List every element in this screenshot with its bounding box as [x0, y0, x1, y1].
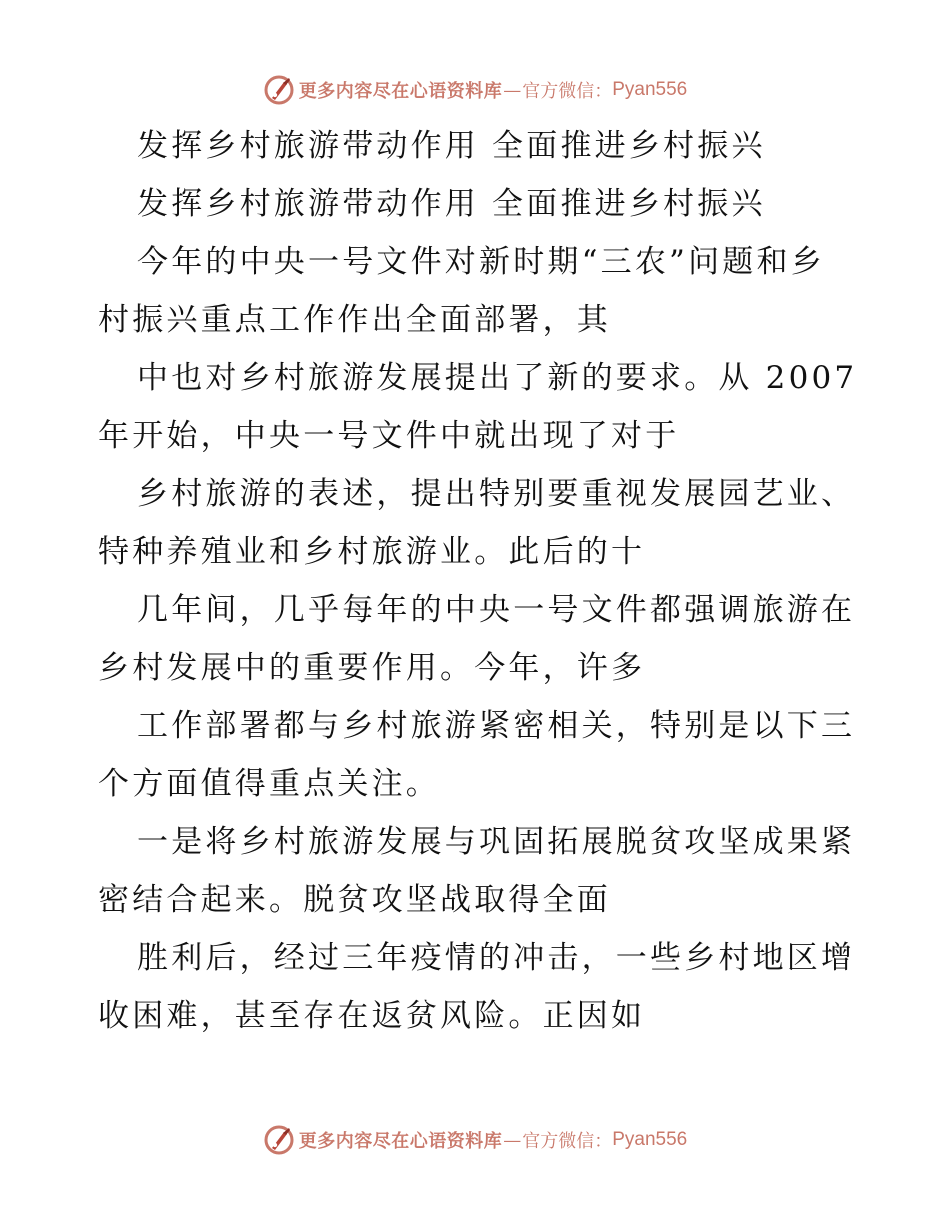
- quill-pen-logo-icon: [263, 74, 295, 106]
- quill-pen-logo-icon: [263, 1124, 295, 1156]
- text-line: 村振兴重点工作作出全面部署，其: [98, 302, 611, 338]
- text-line: 几年间，几乎每年的中央一号文件都强调旅游在: [137, 592, 856, 628]
- text-line: 胜利后，经过三年疫情的冲击，一些乡村地区增: [137, 940, 856, 976]
- text-line: 乡村发展中的重要作用。今年，许多: [98, 650, 646, 686]
- banner-wechat-id: Pyan556: [612, 79, 688, 100]
- text-line: 年开始，中央一号文件中就出现了对于: [98, 418, 680, 454]
- text-line: 个方面值得重点关注。: [98, 766, 440, 802]
- text-line: 特种养殖业和乡村旅游业。此后的十: [98, 534, 646, 570]
- text-line: 乡村旅游的表述，提出特别要重视发展园艺业、: [137, 476, 856, 512]
- text-line: 收困难，甚至存在返贫风险。正因如: [98, 998, 646, 1034]
- banner-dash: —: [503, 79, 522, 101]
- banner-wechat-id: Pyan556: [612, 1129, 688, 1150]
- text-line: 中也对乡村旅游发展提出了新的要求。从 2007: [137, 360, 858, 396]
- footer-banner: [0, 1120, 950, 1160]
- banner-wechat-label: 官方微信：: [522, 1131, 613, 1152]
- text-line: 发挥乡村旅游带动作用 全面推进乡村振兴: [137, 128, 766, 164]
- banner-dash: —: [503, 1129, 522, 1151]
- banner-title: 更多内容尽在心语资料库: [298, 81, 503, 102]
- text-line: 密结合起来。脱贫攻坚战取得全面: [98, 882, 611, 918]
- header-banner: [0, 70, 950, 110]
- banner-wechat-label: 官方微信：: [522, 81, 613, 102]
- text-line: 工作部署都与乡村旅游紧密相关，特别是以下三: [137, 708, 856, 744]
- banner-title: 更多内容尽在心语资料库: [298, 1131, 503, 1152]
- text-line: 今年的中央一号文件对新时期“三农”问题和乡: [137, 244, 825, 280]
- text-line: 一是将乡村旅游发展与巩固拓展脱贫攻坚成果紧: [137, 824, 856, 860]
- text-line: 发挥乡村旅游带动作用 全面推进乡村振兴: [137, 186, 766, 222]
